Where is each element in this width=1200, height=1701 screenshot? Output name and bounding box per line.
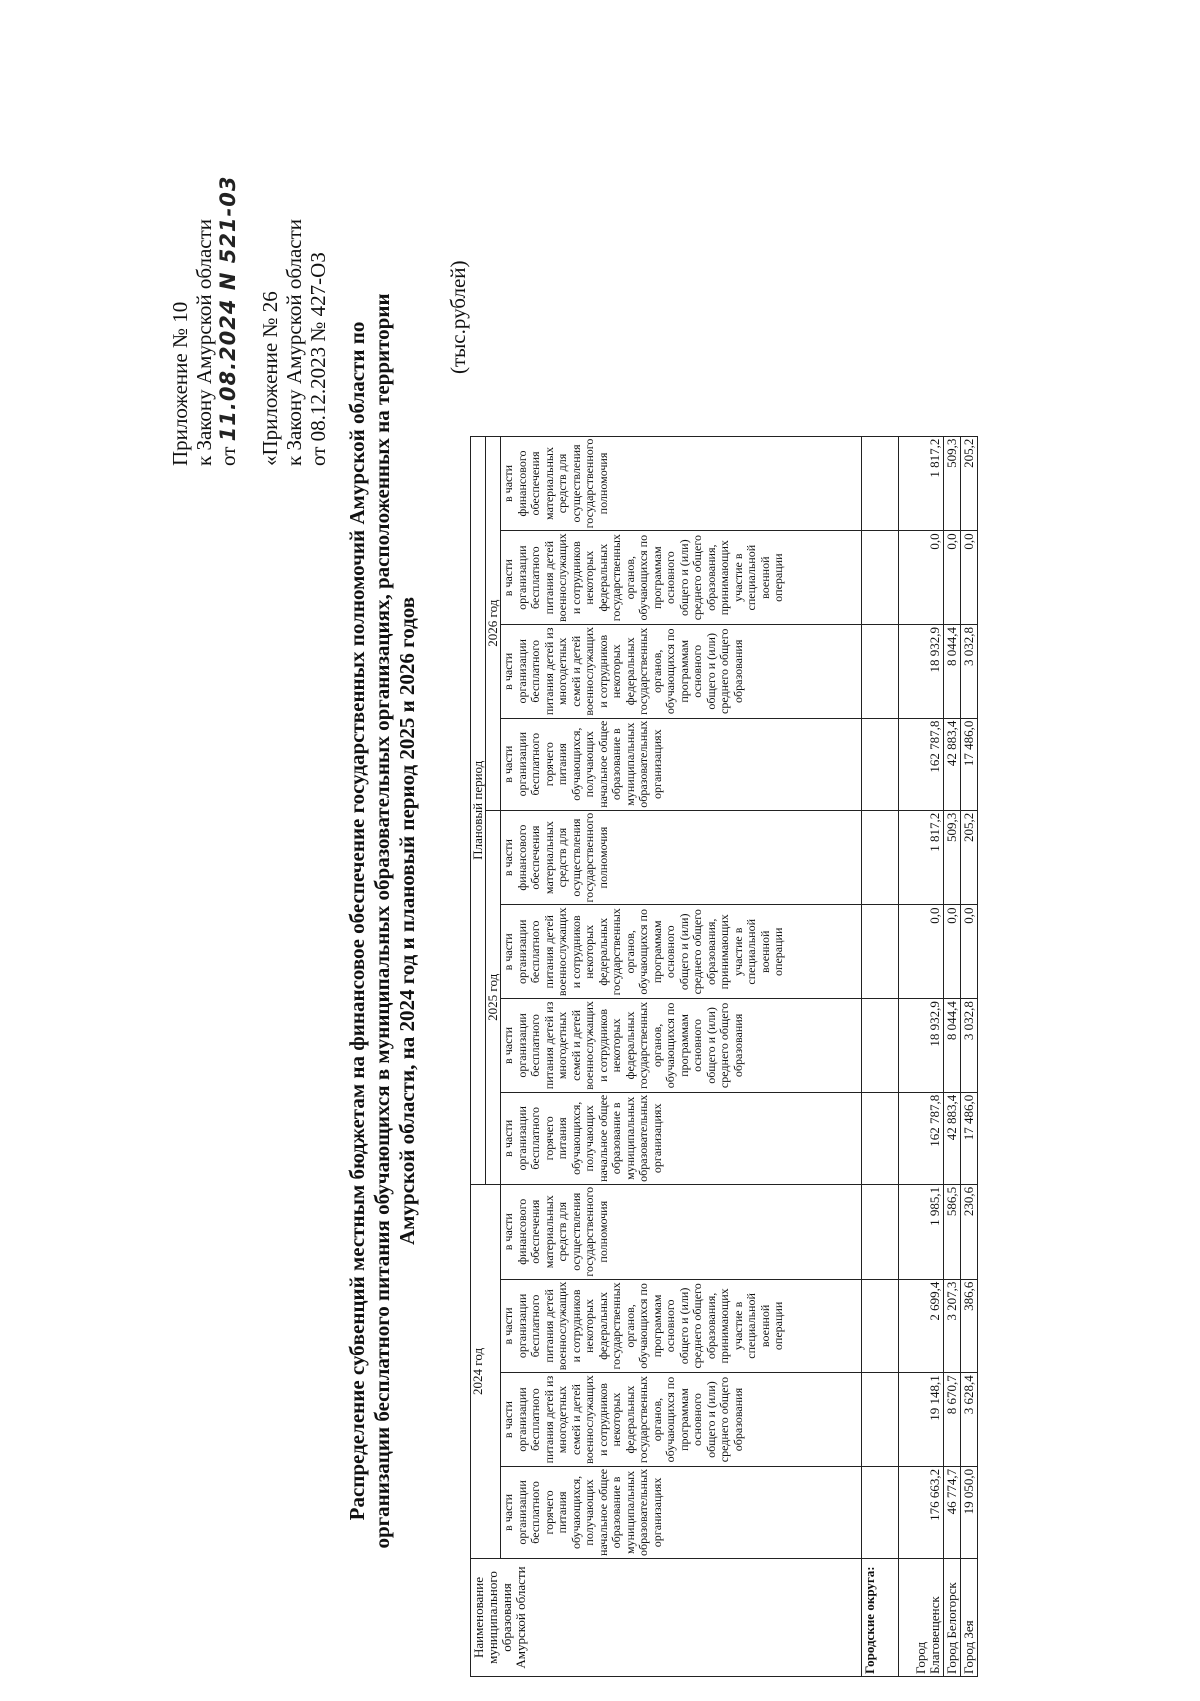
cell-value: 3 032,8 <box>961 999 978 1093</box>
cell-value: 162 787,8 <box>899 1092 944 1184</box>
cell-value: 3 628,4 <box>961 1373 978 1467</box>
year-2025-header: 2025 год <box>486 810 501 1184</box>
cell-value: 0,0 <box>944 905 961 999</box>
cell-value: 586,5 <box>944 1184 961 1279</box>
annex-current-reference <box>168 176 240 466</box>
year-2026-header: 2026 год <box>486 436 501 810</box>
annex-date-line: от 11.08.2024 N 521-03 <box>216 175 240 466</box>
group-row-city-districts <box>862 436 899 1676</box>
cell-value: 18 932,9 <box>899 999 944 1093</box>
col-svo-participants-2026: в части организации бесплатного питания детей военнослужащих и сотрудников некоторых федеральных государственных органов, обучающихся по программам основного общего и (или) среднего общего образования, принимающих участие в специальной военной операции <box>501 531 862 625</box>
planning-period-header: Плановый период <box>471 436 486 1184</box>
cell-value: 1 817,2 <box>899 810 944 905</box>
row-name: Город Зея <box>961 1559 978 1677</box>
cell-value: 3 207,3 <box>944 1279 961 1373</box>
table-row <box>961 436 978 1676</box>
cell-value: 386,6 <box>961 1279 978 1373</box>
col-material-means-2026: в части финансового обеспечения материальных средств для осуществления государственного полномочия <box>501 436 862 531</box>
handwritten-date-number: 11.08.2024 N 521-03 <box>216 175 240 442</box>
year-2024-header: 2024 год <box>471 1184 501 1558</box>
cell-value: 42 883,4 <box>944 1092 961 1184</box>
col-material-means-2025: в части финансового обеспечения материальных средств для осуществления государственного полномочия <box>501 810 862 905</box>
annex-previous-reference <box>258 219 330 466</box>
cell-value: 205,2 <box>961 810 978 905</box>
municipality-name-header: Наименование муниципального образования Амурской области <box>471 1559 862 1677</box>
cell-value: 8 044,4 <box>944 999 961 1093</box>
col-hot-meals-2026: в части организации бесплатного горячего питания обучающихся, получающих начальное общее образование в муниципальных образовательных организациях <box>501 718 862 810</box>
col-large-families-2026: в части организации бесплатного питания детей из многодетных семей и детей военнослужащих и сотрудников некоторых федеральных государственных органов, обучающихся по программам основного общего и (или) среднего общего образования <box>501 624 862 718</box>
document-title: Распределение субвенций местным бюджетам на финансовое обеспечение государственных полномочий Амурской области по организации бесплатного питания обучающихся в муниципальных образовательных организациях, расположенных на территории Амурской области, на 2024 год и плановый период 2025 и 2026 годов <box>345 293 419 1549</box>
table-row <box>899 436 944 1676</box>
col-hot-meals-2024: в части организации бесплатного горячего питания обучающихся, получающих начальное общее образование в муниципальных образовательных организациях <box>501 1466 862 1558</box>
col-svo-participants-2025: в части организации бесплатного питания детей военнослужащих и сотрудников некоторых федеральных государственных органов, обучающихся по программам основного общего и (или) среднего общего образования, принимающих участие в специальной военной операции <box>501 905 862 999</box>
cell-value: 0,0 <box>899 905 944 999</box>
cell-value: 509,3 <box>944 810 961 905</box>
units-label: (тыс.рублей) <box>446 260 470 374</box>
cell-value: 0,0 <box>944 531 961 625</box>
subvention-table-wrapper <box>470 436 978 1677</box>
subvention-table <box>470 436 978 1677</box>
col-hot-meals-2025: в части организации бесплатного горячего питания обучающихся, получающих начальное общее образование в муниципальных образовательных организациях <box>501 1092 862 1184</box>
col-svo-participants-2024: в части организации бесплатного питания детей военнослужащих и сотрудников некоторых федеральных государственных органов, обучающихся по программам основного общего и (или) среднего общего образования, принимающих участие в специальной военной операции <box>501 1279 862 1373</box>
cell-value: 176 663,2 <box>899 1466 944 1558</box>
cell-value: 0,0 <box>961 905 978 999</box>
annex-number: Приложение № 10 <box>168 301 192 466</box>
table-row <box>944 436 961 1676</box>
cell-value: 8 670,7 <box>944 1373 961 1467</box>
annex-prev-number: «Приложение № 26 <box>258 291 282 466</box>
cell-value: 8 044,4 <box>944 624 961 718</box>
cell-value: 509,3 <box>944 436 961 531</box>
row-name: Город Благовещенск <box>899 1559 944 1677</box>
cell-value: 162 787,8 <box>899 718 944 810</box>
row-name: Город Белогорск <box>944 1559 961 1677</box>
col-large-families-2025: в части организации бесплатного питания детей из многодетных семей и детей военнослужащих и сотрудников некоторых федеральных государственных органов, обучающихся по программам основного общего и (или) среднего общего образования <box>501 999 862 1093</box>
annex-law-reference: к Закону Амурской области <box>192 218 216 466</box>
cell-value: 42 883,4 <box>944 718 961 810</box>
annex-prev-date: от 08.12.2023 № 427-ОЗ <box>306 252 330 466</box>
cell-value: 17 486,0 <box>961 718 978 810</box>
cell-value: 1 817,2 <box>899 436 944 531</box>
cell-value: 0,0 <box>961 531 978 625</box>
col-material-means-2024: в части финансового обеспечения материальных средств для осуществления государственного полномочия <box>501 1184 862 1279</box>
cell-value: 46 774,7 <box>944 1466 961 1558</box>
col-large-families-2024: в части организации бесплатного питания детей из многодетных семей и детей военнослужащих и сотрудников некоторых федеральных государственных органов, обучающихся по программам основного общего и (или) среднего общего образования <box>501 1373 862 1467</box>
cell-value: 1 985,1 <box>899 1184 944 1279</box>
sub-header-row <box>501 436 862 1676</box>
cell-value: 2 699,4 <box>899 1279 944 1373</box>
cell-value: 3 032,8 <box>961 624 978 718</box>
cell-value: 0,0 <box>899 531 944 625</box>
cell-value: 230,6 <box>961 1184 978 1279</box>
cell-value: 19 050,0 <box>961 1466 978 1558</box>
cell-value: 17 486,0 <box>961 1092 978 1184</box>
cell-value: 19 148,1 <box>899 1373 944 1467</box>
group-label: Городские округа: <box>862 1559 899 1677</box>
cell-value: 18 932,9 <box>899 624 944 718</box>
cell-value: 205,2 <box>961 436 978 531</box>
annex-prev-law-reference: к Закону Амурской области <box>282 218 306 466</box>
